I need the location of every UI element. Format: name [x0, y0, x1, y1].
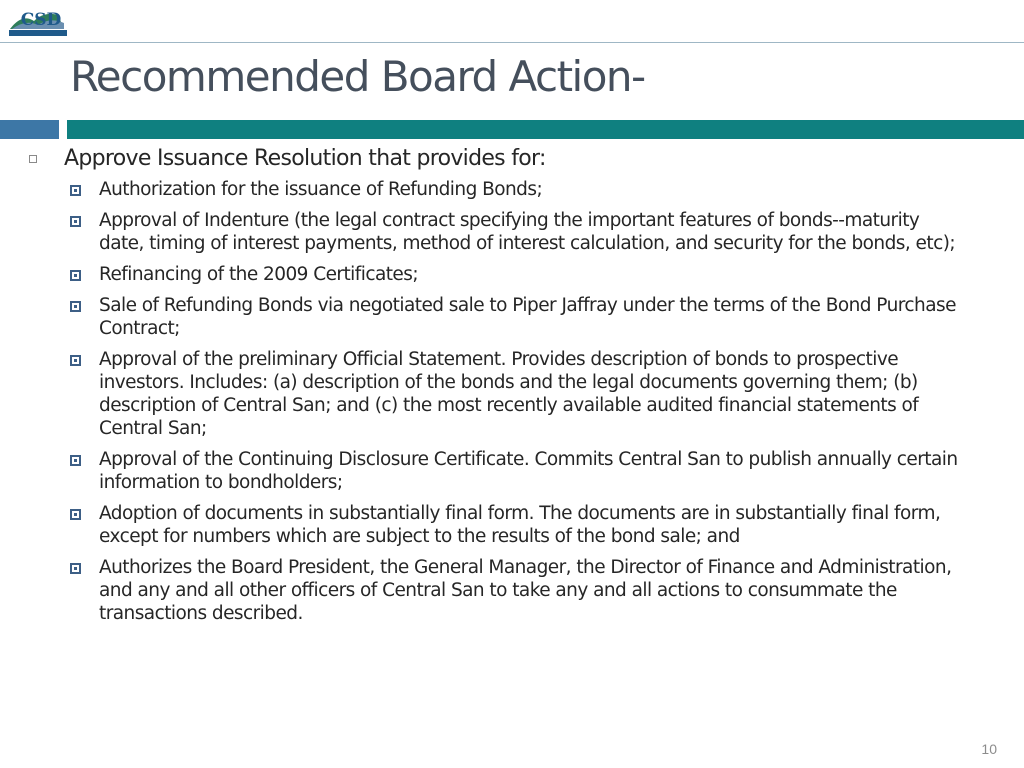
main-bullet: [0, 145, 1024, 172]
square-bullet-icon: [70, 270, 81, 281]
list-item: [0, 294, 1024, 340]
central-san-logo: [8, 5, 70, 39]
slide-title: Recommended Board Action-: [70, 52, 645, 101]
square-bullet-icon: [70, 455, 81, 466]
hollow-square-bullet-icon: [29, 155, 37, 163]
square-bullet-icon: [70, 216, 81, 227]
header-divider: [0, 42, 1024, 43]
sub-bullet-list: [0, 178, 1024, 625]
list-item-text: Approval of Indenture (the legal contract specifying the important features of bonds--maturity date, timing of interest payments, method of interest calculation, and security for the bonds, etc);: [99, 210, 956, 254]
list-item: [0, 263, 1024, 286]
list-item-text: Adoption of documents in substantially final form. The documents are in substantially final form, except for numbers which are subject to the results of the bond sale; and: [99, 503, 941, 547]
list-item: [0, 502, 1024, 548]
accent-band-left: [0, 120, 59, 139]
square-bullet-icon: [70, 509, 81, 520]
square-bullet-icon: [70, 563, 81, 574]
page-number: 10: [981, 741, 997, 757]
list-item-text: Approval of the preliminary Official Statement. Provides description of bonds to prospective investors. Includes: (a) description of the bonds and the legal documents governing them; (b) description of Central San; and (c) the most recently available audited financial statements of Central San;: [99, 349, 919, 439]
svg-text:CSD: CSD: [20, 10, 62, 30]
list-item: [0, 209, 1024, 255]
list-item: [0, 178, 1024, 201]
square-bullet-icon: [70, 355, 81, 366]
slide-content: [0, 145, 1024, 633]
logo-banner: [9, 30, 67, 36]
list-item-text: Refinancing of the 2009 Certificates;: [99, 264, 419, 285]
list-item-text: Approval of the Continuing Disclosure Certificate. Commits Central San to publish annually certain information to bondholders;: [99, 449, 958, 493]
main-bullet-text: Approve Issuance Resolution that provides for:: [64, 146, 546, 171]
list-item-text: Authorizes the Board President, the General Manager, the Director of Finance and Administration, and any and all other officers of Central San to take any and all actions to consummate the transactions described.: [99, 557, 952, 624]
list-item-text: Authorization for the issuance of Refunding Bonds;: [99, 179, 543, 200]
list-item: [0, 348, 1024, 440]
list-item: [0, 556, 1024, 625]
square-bullet-icon: [70, 301, 81, 312]
list-item: [0, 448, 1024, 494]
accent-band-right: [67, 120, 1024, 139]
list-item-text: Sale of Refunding Bonds via negotiated sale to Piper Jaffray under the terms of the Bond Purchase Contract;: [99, 295, 956, 339]
square-bullet-icon: [70, 185, 81, 196]
